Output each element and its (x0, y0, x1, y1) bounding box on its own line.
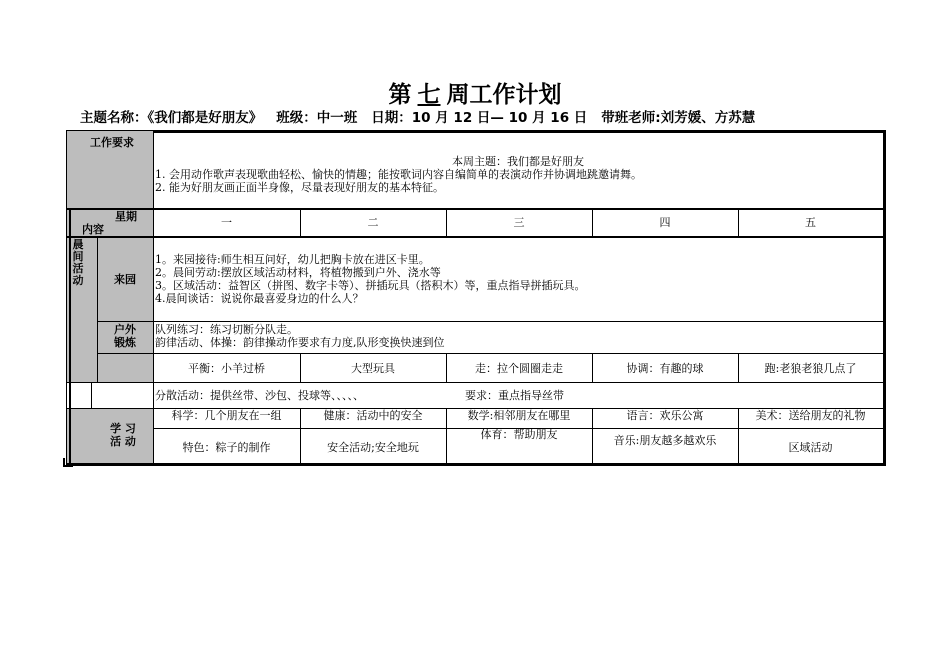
study-row1-fri: 美术：送给朋友的礼物 (755, 409, 866, 422)
line (67, 236, 883, 238)
title-prefix: 第 (388, 82, 412, 108)
line (97, 353, 883, 354)
study-row2-fri: 区域活动 (788, 441, 833, 454)
content-label: 内容 (82, 223, 104, 236)
outdoor-item: 队列练习：练习切断分队走。 (155, 323, 298, 336)
page-title (0, 76, 950, 109)
day-wednesday: 三 (513, 216, 525, 229)
line (153, 131, 883, 133)
theme-name: 主题名称：《我们都是好朋友》 (80, 110, 263, 126)
line (97, 353, 98, 382)
teachers: 带班老师:刘芳媛、方苏慧 (601, 110, 756, 126)
class-name: 班级：中一班 (276, 110, 358, 126)
weekly-theme-line: 本周主题：我们都是好朋友 (452, 155, 584, 168)
plan-header (80, 106, 769, 126)
study-row1-wed: 数学:相邻朋友在哪里 (467, 409, 571, 422)
line (67, 208, 883, 210)
daily-activity-fri: 跑:老狼老狼几点了 (764, 362, 857, 375)
day-friday: 五 (805, 216, 816, 229)
study-row2-tue: 安全活动;安全地玩 (327, 441, 419, 454)
arrival-label: 来园 (114, 273, 136, 286)
study-label-2: 活 动 (110, 435, 136, 448)
study-row1-thu: 语言：欢乐公寓 (626, 409, 704, 422)
scattered-activity: 分散活动：提供丝带、沙包、投球等、、、、、 (155, 389, 364, 402)
daily-activity-thu: 协调：有趣的球 (626, 362, 704, 375)
study-row2-wed: 体育：帮助朋友 (480, 428, 558, 441)
arrival-item: 4.晨间谈话：说说你最喜爱身边的什么人？ (155, 292, 364, 305)
daily-activity-tue: 大型玩具 (351, 362, 395, 375)
outdoor-label-2: 锻炼 (114, 336, 136, 349)
requirement-item: 2. 能为好朋友画正面半身像，尽量表现好朋友的基本特征。 (155, 181, 444, 194)
arrival-item: 1。来园接待:师生相互问好，幼儿把胸卡放在进区卡里。 (155, 253, 430, 266)
weekday-label: 星期 (115, 210, 137, 223)
line (97, 321, 883, 322)
title-week-number: 七 (417, 82, 441, 108)
requirement-item: 1. 会用动作歌声表现歌曲轻松、愉快的情趣；能按歌词内容自编简单的表演动作并协调地跳邀请舞。 (155, 168, 642, 181)
date-range: 日期：10 月 12 日— 10 月 16 日 (371, 110, 588, 126)
day-monday: 一 (221, 216, 232, 229)
morning-activity-label: 晨间活动 (72, 238, 84, 287)
day-thursday: 四 (659, 216, 671, 229)
study-row2-mon: 特色：粽子的制作 (182, 441, 271, 454)
day-tuesday: 二 (367, 216, 379, 229)
line (67, 382, 883, 383)
daily-activity-wed: 走：拉个圆圈走走 (475, 362, 563, 375)
outdoor-label-1: 户外 (114, 323, 136, 336)
arrival-item: 3。区域活动：益智区（拼图、数字卡等）、拼插玩具（搭积木）等，重点指导拼插玩具。 (155, 279, 586, 292)
line (91, 382, 92, 408)
weekly-plan-table (66, 130, 886, 466)
corner-mark (63, 458, 73, 467)
daily-activity-mon: 平衡：小羊过桥 (188, 362, 265, 375)
study-row1-mon: 科学：几个朋友在一组 (171, 409, 282, 422)
scattered-requirement: 要求：重点指导丝带 (465, 389, 564, 402)
title-suffix: 周工作计划 (446, 82, 562, 108)
study-row1-tue: 健康：活动中的安全 (323, 409, 423, 422)
study-row2-thu: 音乐:朋友越多越欢乐 (613, 434, 717, 447)
outdoor-item: 韵律活动、体操：韵律操动作要求有力度,队形变换快速到位 (155, 336, 445, 349)
arrival-item: 2。晨间劳动:摆放区域活动材料，将植物搬到户外、浇水等 (155, 266, 441, 279)
study-label-1: 学 习 (110, 422, 136, 435)
requirements-label: 工作要求 (90, 136, 134, 149)
